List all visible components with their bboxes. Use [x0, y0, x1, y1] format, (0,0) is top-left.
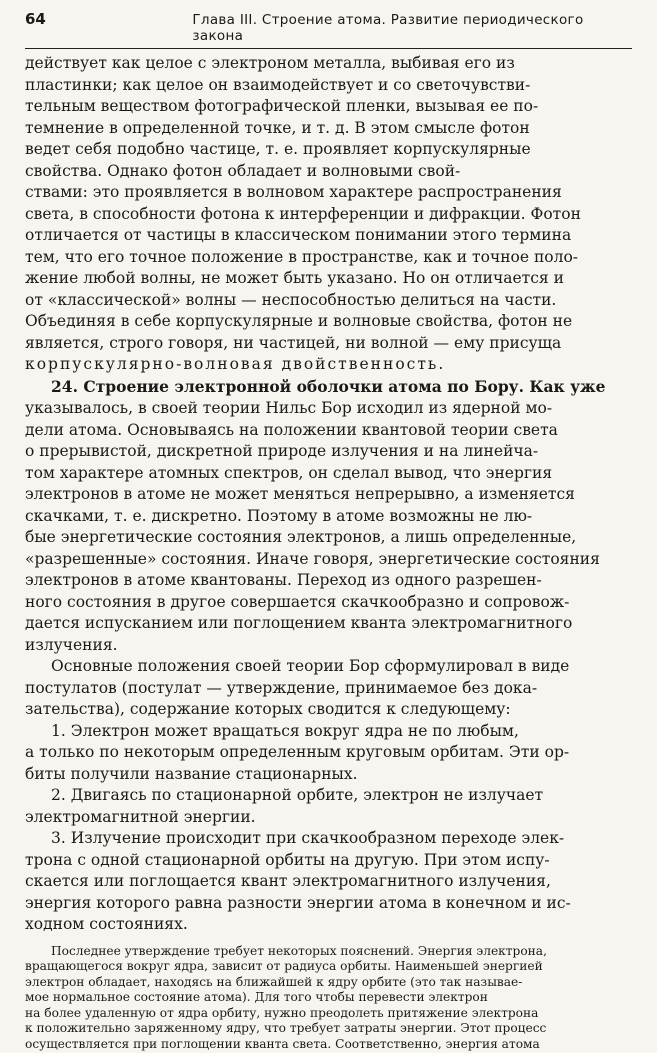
text-line: отличается от частицы в классическом понимании этого термина: [25, 226, 572, 244]
text-line: скачками, т. е. дискретно. Поэтому в атоме возможны не лю-: [25, 506, 533, 525]
text-line: темнение в определенной точке, и т. д. В этом смысле фотон: [25, 118, 530, 137]
text-line: пластинки; как целое он взаимодействует и со светочувстви-: [25, 75, 531, 94]
text-line: дается испусканием или поглощением кванта электромагнитного: [25, 614, 573, 632]
page-number: 64: [25, 10, 46, 28]
text-line: света, в способности фотона к интерференции и дифракции. Фотон: [25, 204, 581, 223]
text-line: электронов в атоме квантованы. Переход из одного разрешен-: [25, 571, 542, 589]
text-line: ствами: это проявляется в волновом характере распространения: [25, 183, 562, 201]
small-print-paragraph: [25, 944, 632, 1053]
text-line: жение любой волны, не может быть указано. Но он отличается и: [25, 269, 564, 287]
text-line: трона с одной стационарной орбиты на другую. При этом испу-: [25, 850, 550, 869]
small-text-line: электрон обладает, находясь на ближайшей к ядру орбите (это так называе-: [25, 974, 523, 989]
small-text-line: Последнее утверждение требует некоторых пояснений. Энергия электрона,: [51, 943, 547, 958]
running-head: Глава III. Строение атома. Развитие периодического закона: [192, 12, 584, 44]
text-line: является, строго говоря, ни частицей, ни волной — ему присуща: [25, 333, 562, 352]
text-line: «разрешенные» состояния. Иначе говоря, энергетические состояния: [25, 549, 600, 568]
postulate-line: 3. Излучение происходит при скачкообразном переходе элек-: [51, 829, 565, 847]
main-text: [25, 53, 632, 936]
text-line: свойства. Однако фотон обладает и волновыми свой-: [25, 161, 461, 180]
text-line: том характере атомных спектров, он сделал вывод, что энергия: [25, 463, 553, 482]
small-text-line: осуществляется при поглощении кванта света. Соответственно, энергия атома: [25, 1037, 540, 1052]
postulate-line: 1. Электрон может вращаться вокруг ядра не по любым,: [51, 721, 519, 740]
text-line: электромагнитной энергии.: [25, 807, 256, 826]
text-line: действует как целое с электроном металла, выбивая его из: [25, 54, 515, 72]
text-line: Основные положения своей теории Бор сформулировал в виде: [51, 657, 570, 675]
small-text-line: к положительно заряженному ядру, что требует затраты энергии. Этот процесс: [25, 1021, 547, 1036]
text-line: излучения.: [25, 635, 118, 654]
section-heading-line: [25, 376, 632, 399]
text-line: постулатов (постулат — утверждение, принимаемое без дока-: [25, 678, 538, 697]
text-line: Объединяя в себе корпускулярные и волновые свойства, фотон не: [25, 312, 573, 330]
text-line: тельным веществом фотографической пленки, вызывая ее по-: [25, 97, 539, 115]
small-text-line: мое нормальное состояние атома). Для того чтобы перевести электрон: [25, 990, 488, 1005]
text-line: скается или поглощается квант электромагнитного излучения,: [25, 872, 551, 890]
header-rule: [25, 48, 632, 49]
text-line: корпускулярно-волновая двойственность.: [25, 355, 446, 373]
text-line: бые энергетические состояния электронов, а лишь определенные,: [25, 528, 577, 546]
small-text-line: вращающегося вокруг ядра, зависит от радиуса орбиты. Наименьшей энергией: [25, 959, 543, 974]
text-line: о прерывистой, дискретной природе излучения и на линейча-: [25, 442, 539, 460]
text-line: биты получили название стационарных.: [25, 764, 358, 783]
text-line: ходном состояниях.: [25, 915, 188, 933]
postulate-line: 2. Двигаясь по стационарной орбите, электрон не излучает: [51, 786, 544, 804]
text-line: энергия которого равна разности энергии атома в конечном и ис-: [25, 893, 571, 912]
text-line: дели атома. Основываясь на положении квантовой теории света: [25, 420, 558, 439]
text-line: тем, что его точное положение в пространстве, как и точное поло-: [25, 247, 579, 266]
text-line: ного состояния в другое совершается скачкообразно и сопровож-: [25, 592, 570, 611]
text-line: электронов в атоме не может меняться непрерывно, а изменяется: [25, 485, 575, 503]
text-line: а только по некоторым определенным круговым орбитам. Эти ор-: [25, 743, 570, 761]
section-heading: 24. Строение электронной оболочки атома по Бору. Как уже: [51, 376, 606, 396]
page-header: [25, 10, 632, 44]
small-text-line: на более удаленную от ядра орбиту, нужно преодолеть притяжение электрона: [25, 1005, 539, 1020]
text-line: зательства), содержание которых сводится к следующему:: [25, 700, 511, 718]
text-line: указывалось, в своей теории Нильс Бор исходил из ядерной мо-: [25, 399, 553, 417]
text-line: от «классической» волны — неспособностью делиться на части.: [25, 290, 557, 309]
text-line: ведет себя подобно частице, т. е. проявляет корпускулярные: [25, 140, 531, 158]
